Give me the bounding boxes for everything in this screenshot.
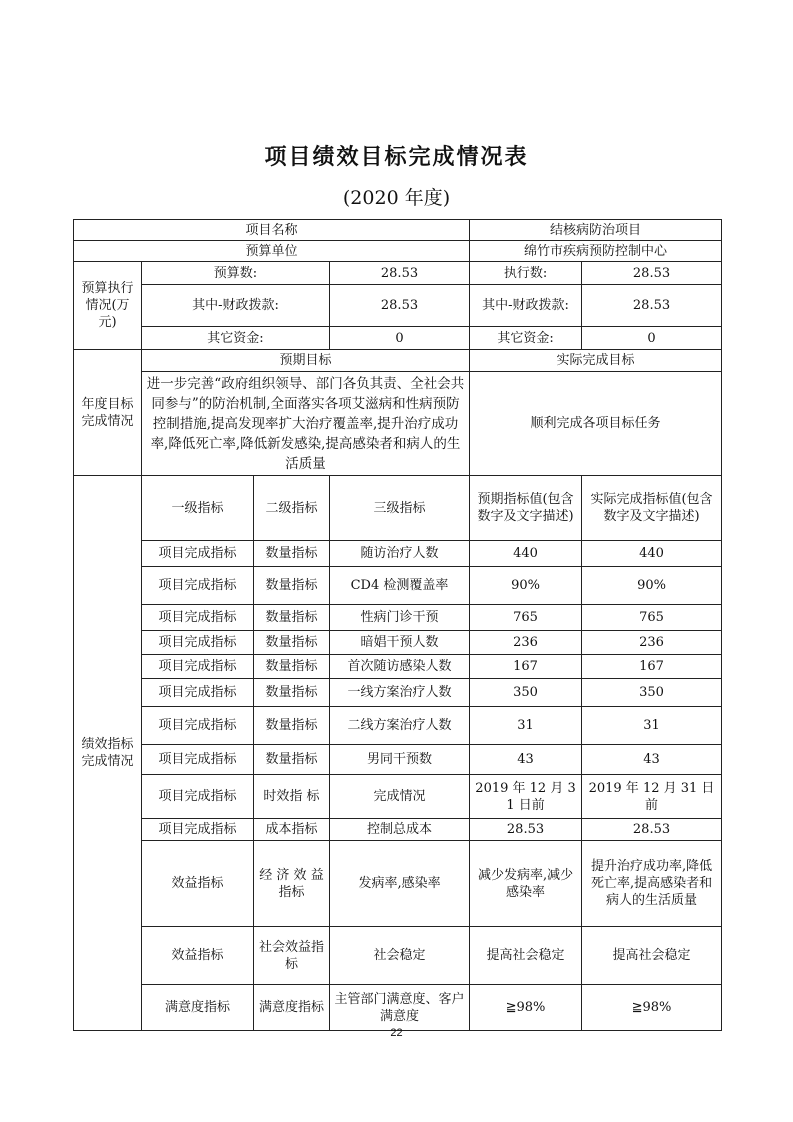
level1-cell: 项目完成指标 [142,819,254,841]
table-row [74,841,722,927]
table-row [74,745,722,775]
level1-cell: 效益指标 [142,841,254,927]
actual-value-cell: 90% [582,567,722,605]
project-name-value: 结核病防治项目 [470,220,722,241]
actual-value-cell: 440 [582,541,722,567]
level2-cell: 成本指标 [254,819,330,841]
level2-cell: 数量指标 [254,745,330,775]
level3-cell: 男同干预数 [330,745,470,775]
expected-value-cell: 减少发病率,减少感染率 [470,841,582,927]
expected-target-text: 进一步完善“政府组织领导、部门各负其责、全社会共同参与”的防治机制,全面落实各项艾滋病和性病预防控制措施,提高发现率扩大治疗覆盖率,提升治疗成功率,降低死亡率,降低新发感染,提高感染者和病人的生活质量 [142,372,470,476]
level3-cell: 控制总成本 [330,819,470,841]
expected-target-header: 预期目标 [142,350,470,372]
level3-cell: 发病率,感染率 [330,841,470,927]
level2-cell: 满意度指标 [254,985,330,1031]
table-row [74,985,722,1031]
fiscal-label-actual: 其中-财政拨款: [470,285,582,327]
level3-cell: 主管部门满意度、客户满意度 [330,985,470,1031]
indicator-header-row [74,476,722,541]
actual-value-cell: 提高社会稳定 [582,927,722,985]
level2-cell: 数量指标 [254,631,330,655]
expected-value-cell: 350 [470,679,582,707]
actual-value-cell: 31 [582,707,722,745]
level3-cell: 暗娼干预人数 [330,631,470,655]
level1-cell: 项目完成指标 [142,679,254,707]
expected-value-cell: 440 [470,541,582,567]
actual-value-cell: 提升治疗成功率,降低死亡率,提高感染者和病人的生活质量 [582,841,722,927]
level2-cell: 数量指标 [254,567,330,605]
fiscal-label: 其中-财政拨款: [142,285,330,327]
level2-cell: 数量指标 [254,679,330,707]
actual-value-cell: ≧98% [582,985,722,1031]
level2-cell: 时效指 标 [254,775,330,819]
actual-target-header: 实际完成目标 [470,350,722,372]
other-funds-row [74,327,722,350]
page-number: 22 [390,1027,403,1039]
level3-cell: 性病门诊干预 [330,605,470,631]
level3-cell: 一线方案治疗人数 [330,679,470,707]
table-row [74,567,722,605]
table-row [74,775,722,819]
other-funds-label: 其它资金: [142,327,330,350]
level1-cell: 项目完成指标 [142,655,254,679]
level1-cell: 项目完成指标 [142,631,254,655]
expected-value-header: 预期指标值(包含数字及文字描述) [470,476,582,541]
level1-cell: 项目完成指标 [142,605,254,631]
expected-value-cell: 43 [470,745,582,775]
expected-value-cell: 90% [470,567,582,605]
project-name-label: 项目名称 [74,220,470,241]
level3-header: 三级指标 [330,476,470,541]
budget-section-label: 预算执行情况(万元) [74,262,142,350]
exec-amount-label: 执行数: [470,262,582,285]
table-row [74,819,722,841]
table-row [74,605,722,631]
level1-header: 一级指标 [142,476,254,541]
budget-amount-label: 预算数: [142,262,330,285]
level3-cell: CD4 检测覆盖率 [330,567,470,605]
level2-cell: 数量指标 [254,605,330,631]
actual-value-cell: 43 [582,745,722,775]
expected-value-cell: ≧98% [470,985,582,1031]
expected-value-cell: 2019 年 12 月 31 日前 [470,775,582,819]
page-title: 项目绩效目标完成情况表 [264,145,529,170]
budget-amount-value: 28.53 [330,262,470,285]
table-row [74,631,722,655]
budget-unit-value: 绵竹市疾病预防控制中心 [470,241,722,262]
actual-target-text: 顺利完成各项目标任务 [470,372,722,476]
level1-cell: 项目完成指标 [142,745,254,775]
actual-value-cell: 765 [582,605,722,631]
other-funds-label-actual: 其它资金: [470,327,582,350]
actual-value-cell: 2019 年 12 月 31 日前 [582,775,722,819]
expected-value-cell: 31 [470,707,582,745]
other-funds-value-actual: 0 [582,327,722,350]
fiscal-row [74,285,722,327]
table-row [74,655,722,679]
actual-value-cell: 167 [582,655,722,679]
actual-value-header: 实际完成指标值(包含数字及文字描述) [582,476,722,541]
budget-row [74,262,722,285]
expected-value-cell: 765 [470,605,582,631]
expected-value-cell: 236 [470,631,582,655]
level3-cell: 首次随访感染人数 [330,655,470,679]
level1-cell: 项目完成指标 [142,567,254,605]
expected-value-cell: 28.53 [470,819,582,841]
level3-cell: 完成情况 [330,775,470,819]
level1-cell: 项目完成指标 [142,707,254,745]
expected-value-cell: 提高社会稳定 [470,927,582,985]
fiscal-value: 28.53 [330,285,470,327]
budget-unit-row [74,241,722,262]
table-row [74,707,722,745]
actual-value-cell: 28.53 [582,819,722,841]
level3-cell: 二线方案治疗人数 [330,707,470,745]
actual-value-cell: 236 [582,631,722,655]
level1-cell: 满意度指标 [142,985,254,1031]
expected-value-cell: 167 [470,655,582,679]
level1-cell: 项目完成指标 [142,541,254,567]
level3-cell: 社会稳定 [330,927,470,985]
exec-amount-value: 28.53 [582,262,722,285]
performance-table [73,219,722,1031]
level2-cell: 经 济 效 益 指标 [254,841,330,927]
table-row [74,927,722,985]
other-funds-value: 0 [330,327,470,350]
annual-section-label: 年度目标完成情况 [74,350,142,476]
level1-cell: 效益指标 [142,927,254,985]
level2-cell: 社会效益指标 [254,927,330,985]
level1-cell: 项目完成指标 [142,775,254,819]
page-subtitle: (2020 年度) [342,187,451,209]
budget-unit-label: 预算单位 [74,241,470,262]
fiscal-value-actual: 28.53 [582,285,722,327]
level3-cell: 随访治疗人数 [330,541,470,567]
annual-content-row [74,372,722,476]
actual-value-cell: 350 [582,679,722,707]
level2-cell: 数量指标 [254,655,330,679]
level2-cell: 数量指标 [254,541,330,567]
annual-header-row [74,350,722,372]
project-name-row [74,220,722,241]
level2-header: 二级指标 [254,476,330,541]
table-row [74,541,722,567]
table-row [74,679,722,707]
performance-section-label: 绩效指标完成情况 [74,476,142,1031]
level2-cell: 数量指标 [254,707,330,745]
